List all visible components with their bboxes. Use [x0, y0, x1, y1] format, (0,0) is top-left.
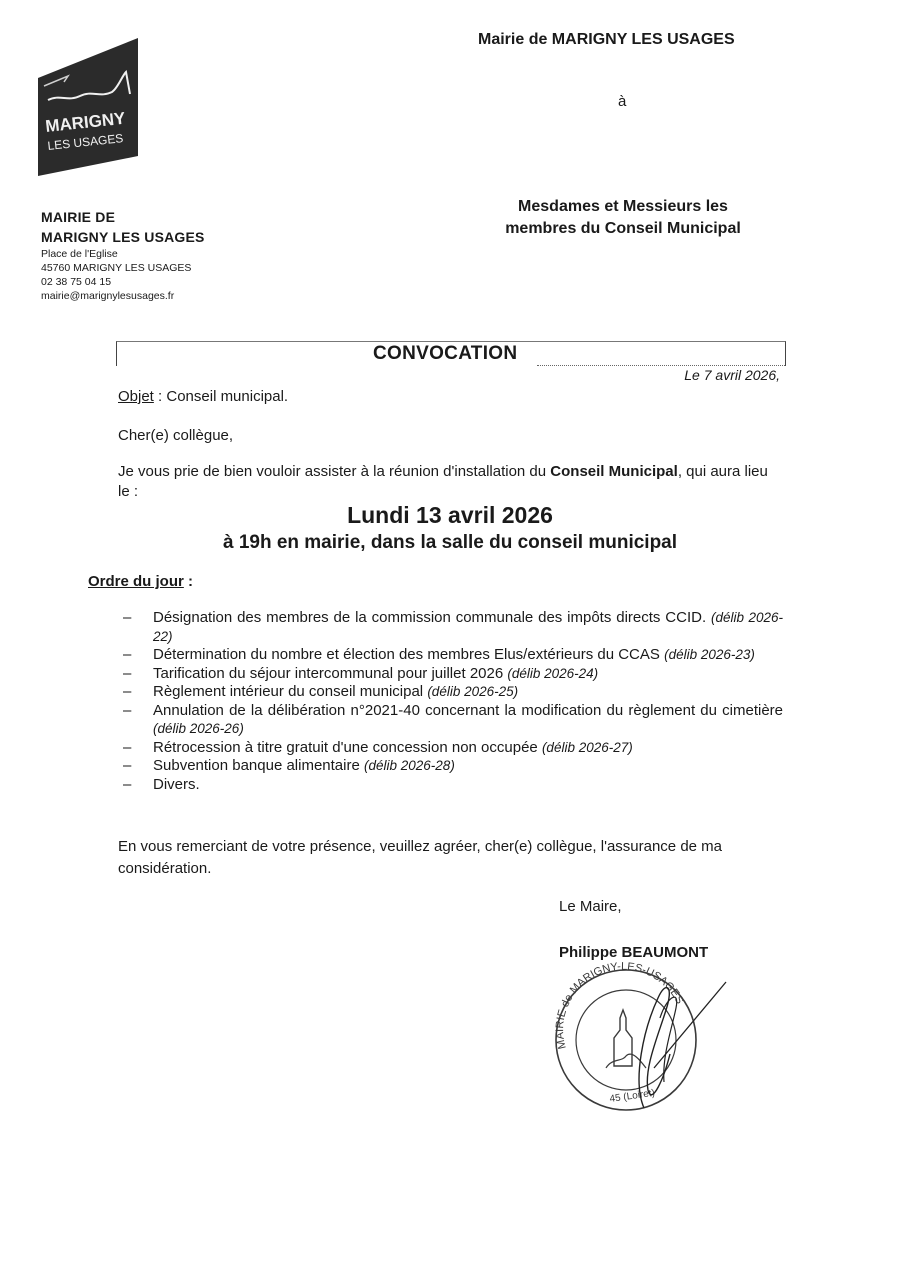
- closing-paragraph: En vous remerciant de votre présence, veuillez agréer, cher(e) collègue, l'assurance de ma considération.: [118, 838, 723, 877]
- convocation-title: CONVOCATION: [373, 343, 518, 364]
- agenda-item-text: Détermination du nombre et élection des membres Elus/extérieurs du CCAS: [153, 646, 660, 663]
- agenda-item-delib: (délib 2026-27): [541, 739, 633, 755]
- signatory-title: Le Maire,: [559, 898, 622, 915]
- address-line1: MAIRIE DE: [41, 209, 116, 225]
- agenda-item: [123, 739, 783, 758]
- letter-date: Le 7 avril 2026,: [684, 367, 780, 383]
- agenda-item-text: Subvention banque alimentaire: [153, 757, 360, 774]
- agenda-title-suffix: :: [183, 573, 194, 590]
- meeting-date: Lundi 13 avril 2026: [347, 502, 553, 528]
- agenda-item-delib: (délib 2026-25): [427, 684, 519, 699]
- agenda-item: [123, 702, 783, 739]
- agenda-item-text: Annulation de la délibération n°2021-40 concernant la modification du règlement du cimetière: [153, 701, 783, 719]
- agenda-title-text: Ordre du jour: [88, 573, 184, 590]
- address-street: Place de l'Eglise: [41, 248, 118, 260]
- agenda-item-delib: (délib 2026-28): [364, 758, 455, 773]
- recipient-line1: Mesdames et Messieurs les: [518, 198, 728, 215]
- agenda-item-text: Tarification du séjour intercommunal pour juillet 2026: [153, 664, 504, 682]
- meeting-location: à 19h en mairie, dans la salle du conseil municipal: [222, 532, 678, 553]
- agenda-bullet: –: [123, 775, 132, 793]
- svg-text:MAIRIE de MARIGNY-LES-USAGES: [554, 961, 686, 1051]
- address-city: 45760 MARIGNY LES USAGES: [41, 262, 192, 274]
- agenda-item-text: Règlement intérieur du conseil municipal: [153, 683, 424, 700]
- address-email: mairie@marignylesusages.fr: [41, 290, 175, 302]
- recipient-block: [480, 196, 766, 240]
- agenda-item: [123, 683, 783, 702]
- logo-text-line2: LES USAGES: [46, 131, 124, 153]
- agenda-item-text: Désignation des membres de la commission communale des impôts directs CCID.: [153, 609, 707, 626]
- recipient-line2: membres du Conseil Municipal: [505, 220, 741, 237]
- agenda-list: [123, 609, 783, 794]
- sender-address: [41, 207, 205, 303]
- agenda-item-delib: (délib 2026-23): [664, 647, 755, 662]
- logo-text-line1: MARIGNY: [44, 108, 127, 136]
- agenda-bullet: –: [123, 683, 132, 700]
- agenda-item-text: Divers.: [153, 775, 200, 793]
- intro-after: , qui aura lieu le :: [118, 463, 768, 500]
- agenda-item: [123, 776, 783, 795]
- greeting: Cher(e) collègue,: [118, 427, 234, 444]
- seal-dept: 45 (Loiret): [608, 1087, 656, 1105]
- header-mairie: Mairie de MARIGNY LES USAGES: [478, 31, 735, 48]
- agenda-item: [123, 609, 783, 646]
- seal-text: MAIRIE de MARIGNY-LES-USAGES: [554, 960, 686, 1051]
- agenda-bullet: –: [123, 701, 132, 719]
- intro-before: Je vous prie de bien vouloir assister à la réunion d'installation du: [118, 463, 551, 480]
- agenda-bullet: –: [123, 738, 132, 756]
- address-phone: 02 38 75 04 15: [41, 276, 112, 288]
- agenda-bullet: –: [123, 757, 132, 774]
- agenda-item: [123, 665, 783, 684]
- address-line2: MARIGNY LES USAGES: [41, 229, 205, 245]
- agenda-item-delib: (délib 2026-24): [507, 665, 599, 681]
- agenda-title: [88, 573, 193, 590]
- header-a: à: [618, 93, 627, 110]
- intro-bold: Conseil Municipal: [550, 463, 678, 480]
- agenda-item: [123, 646, 783, 665]
- signatory-name: Philippe BEAUMONT: [559, 944, 709, 961]
- agenda-item-delib: (délib 2026-26): [153, 721, 244, 736]
- subject-separator: :: [153, 388, 167, 405]
- agenda-item: [123, 757, 783, 776]
- agenda-item-delib: (délib 2026-22): [153, 610, 784, 644]
- subject-line: [118, 388, 288, 405]
- municipality-logo: [38, 38, 138, 178]
- subject-label: Objet: [118, 388, 154, 405]
- agenda-bullet: –: [123, 646, 132, 663]
- official-seal: [548, 958, 758, 1128]
- agenda-bullet: –: [123, 609, 132, 626]
- subject-value: Conseil municipal.: [166, 388, 289, 405]
- agenda-bullet: –: [123, 664, 132, 682]
- agenda-item-text: Rétrocession à titre gratuit d'une concession non occupée: [153, 738, 538, 756]
- intro-paragraph: [118, 462, 782, 502]
